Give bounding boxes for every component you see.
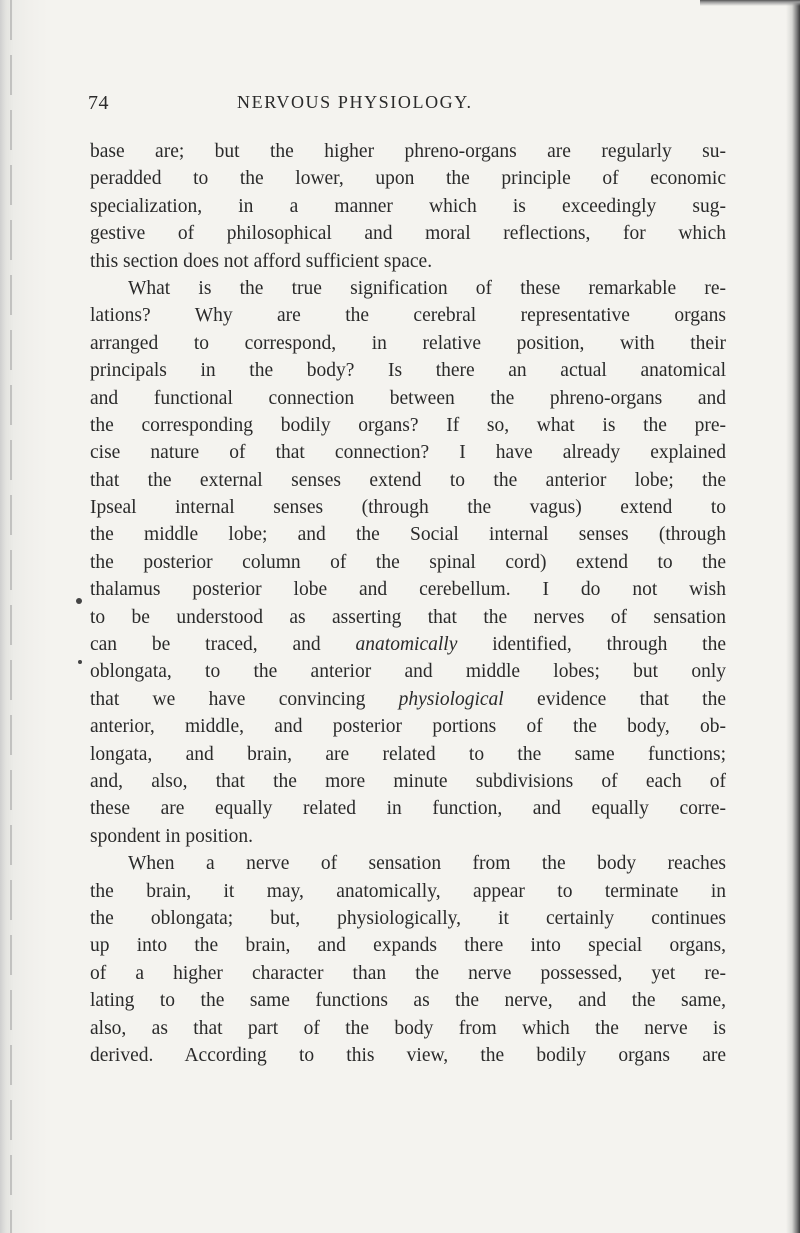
page-corner-shadow xyxy=(700,0,800,10)
text-line: Ipseal internal senses (through the vagus) extend to xyxy=(90,497,726,519)
text-line: these are equally related in function, and equally corre- xyxy=(90,798,726,820)
text-line-with-emphasis xyxy=(90,686,726,713)
text-segment: evidence that the xyxy=(503,688,726,710)
text-line: oblongata, to the anterior and middle lobes; but only xyxy=(90,661,726,683)
paragraph-start-line: What is the true signification of these remarkable re- xyxy=(128,277,726,299)
text-line: base are; but the higher phreno-organs are regularly su- xyxy=(90,141,726,162)
page-header xyxy=(88,92,728,122)
text-line-with-emphasis xyxy=(90,631,726,658)
text-line: principals in the body? Is there an actual anatomical xyxy=(90,360,726,382)
text-line: gestive of philosophical and moral reflections, for which xyxy=(90,223,726,245)
page-gutter-shadow xyxy=(0,0,48,1233)
text-line: up into the brain, and expands there into special organs, xyxy=(90,935,726,957)
text-line: and, also, that the more minute subdivisions of each of xyxy=(90,770,726,792)
running-head: NERVOUS PHYSIOLOGY. xyxy=(237,92,473,112)
text-line: anterior, middle, and posterior portions of the body, ob- xyxy=(90,716,726,738)
ink-speck xyxy=(78,660,82,664)
text-segment: identified, through the xyxy=(457,634,726,656)
text-line: also, as that part of the body from which the nerve is xyxy=(90,1017,726,1039)
text-line: peradded to the lower, upon the principle of economic xyxy=(90,168,726,190)
text-segment: that we have convincing xyxy=(90,688,399,710)
text-line: cise nature of that connection? I have already explained xyxy=(90,442,726,464)
text-line: spondent in position. xyxy=(90,825,254,847)
page-number: 74 xyxy=(88,92,109,114)
text-line: the corresponding bodily organs? If so, what is the pre- xyxy=(90,414,726,436)
body-text xyxy=(90,138,726,1069)
text-line: this section does not afford sufficient space. xyxy=(90,250,433,272)
text-line: the posterior column of the spinal cord) extend to the xyxy=(90,551,726,573)
text-line: the oblongata; but, physiologically, it certainly continues xyxy=(90,907,726,929)
text-line: thalamus posterior lobe and cerebellum. I do not wish xyxy=(90,579,726,601)
text-line: to be understood as asserting that the nerves of sensation xyxy=(90,606,726,628)
text-line: derived. According to this view, the bodily organs are xyxy=(90,1044,726,1066)
text-line: specialization, in a manner which is exceedingly sug- xyxy=(90,195,726,217)
paragraph-start-line: When a nerve of sensation from the body reaches xyxy=(128,853,726,875)
text-line: arranged to correspond, in relative position, with their xyxy=(90,332,726,354)
text-line: and functional connection between the phreno-organs and xyxy=(90,387,726,409)
text-line: lating to the same functions as the nerve, and the same, xyxy=(90,990,726,1012)
italic-term: anatomically xyxy=(355,634,458,656)
italic-term: physiological xyxy=(398,688,504,710)
ink-speck xyxy=(76,598,82,604)
text-line: that the external senses extend to the anterior lobe; the xyxy=(90,469,726,491)
page-edge-shadow xyxy=(786,0,800,1233)
text-line: the middle lobe; and the Social internal senses (through xyxy=(90,524,726,546)
text-line: lations? Why are the cerebral representative organs xyxy=(90,305,726,327)
text-segment: can be traced, and xyxy=(90,634,356,656)
text-line: the brain, it may, anatomically, appear to terminate in xyxy=(90,880,726,902)
text-line: longata, and brain, are related to the same functions; xyxy=(90,743,726,765)
text-line: of a higher character than the nerve possessed, yet re- xyxy=(90,962,726,984)
